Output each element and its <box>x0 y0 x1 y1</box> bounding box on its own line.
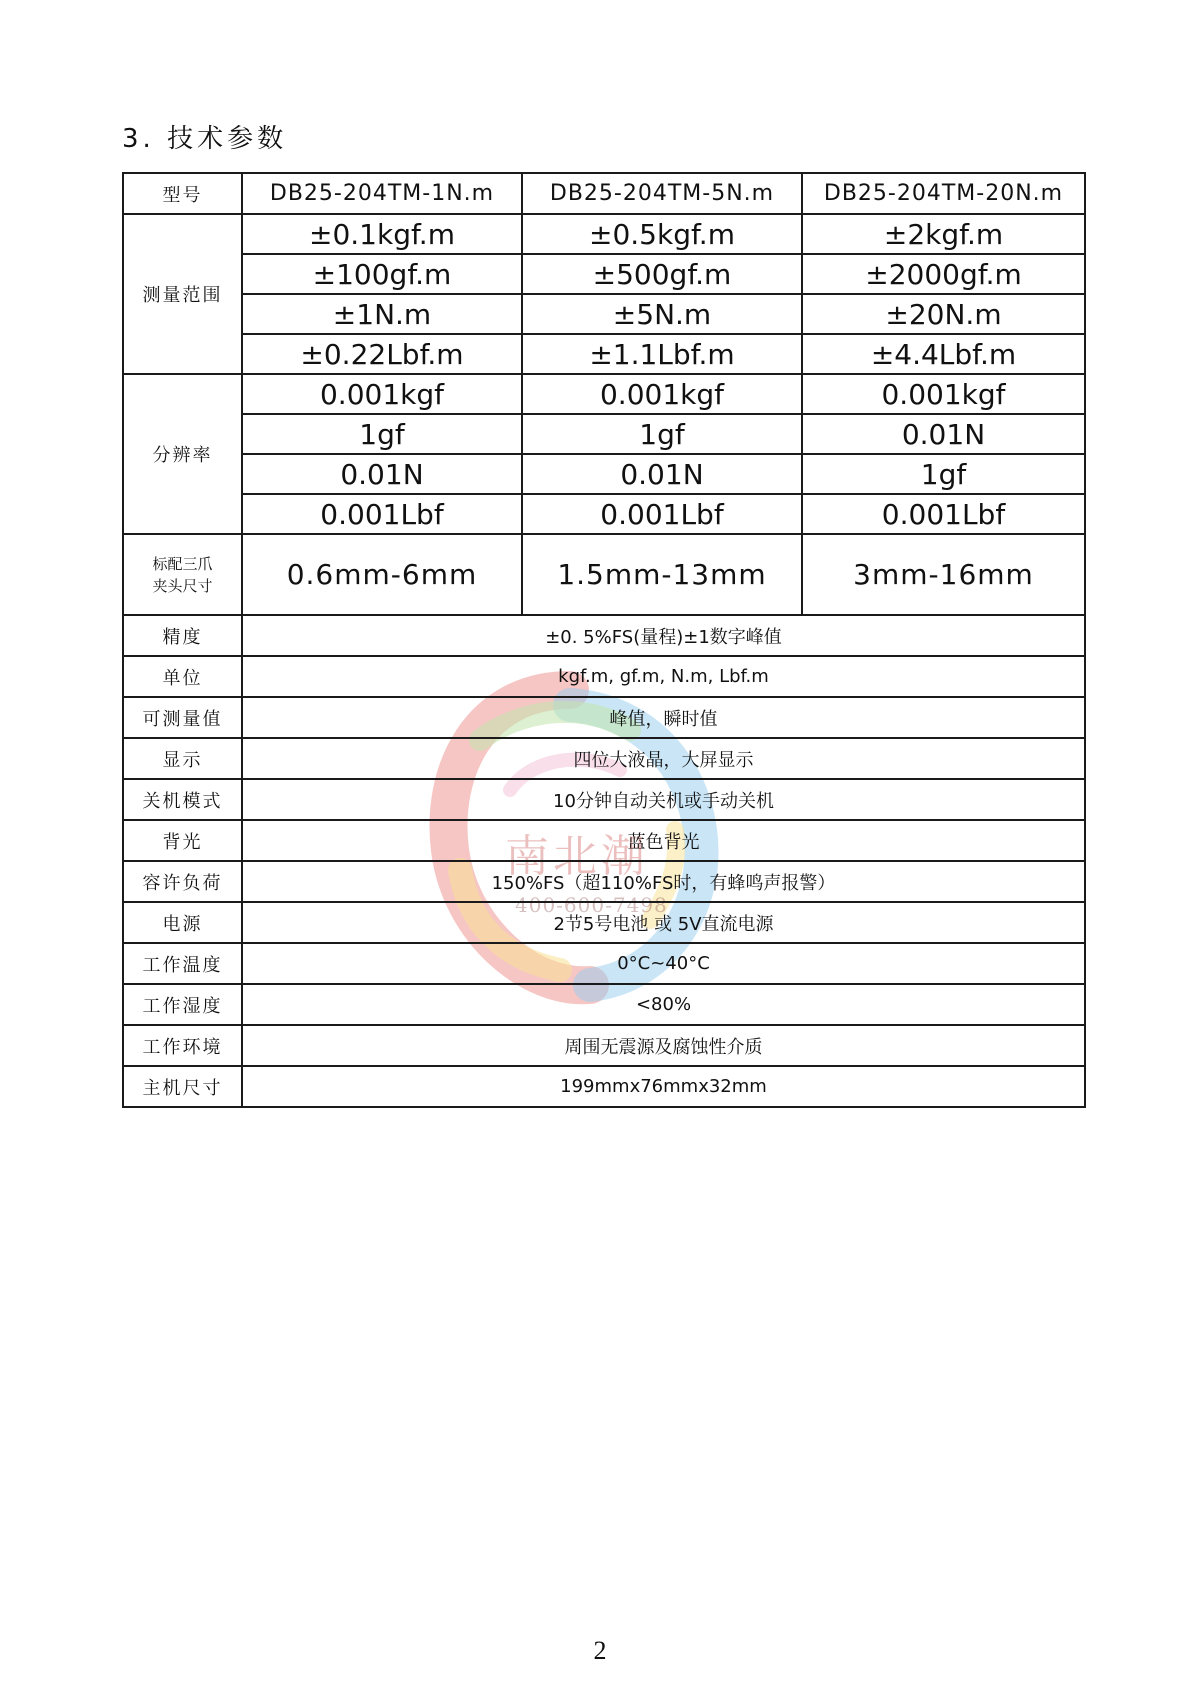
table-row <box>123 943 1085 984</box>
range-cell: ±1N.m <box>242 294 522 334</box>
table-row <box>123 294 1085 334</box>
spec-value: 10分钟自动关机或手动关机 <box>242 779 1085 820</box>
table-row <box>123 1025 1085 1066</box>
spec-value: 蓝色背光 <box>242 820 1085 861</box>
resolution-cell: 0.01N <box>522 454 802 494</box>
table-row <box>123 334 1085 374</box>
resolution-label: 分辨率 <box>123 374 242 534</box>
spec-value: <80% <box>242 984 1085 1025</box>
spec-label: 工作环境 <box>123 1025 242 1066</box>
spec-value: 150%FS（超110%FS时，有蜂鸣声报警） <box>242 861 1085 902</box>
spec-label: 容许负荷 <box>123 861 242 902</box>
spec-value: ±0. 5%FS(量程)±1数字峰值 <box>242 615 1085 656</box>
table-row <box>123 902 1085 943</box>
table-row <box>123 254 1085 294</box>
spec-value: 峰值，瞬时值 <box>242 697 1085 738</box>
table-row <box>123 534 1085 615</box>
resolution-cell: 1gf <box>802 454 1085 494</box>
table-row <box>123 454 1085 494</box>
resolution-cell: 0.001Lbf <box>522 494 802 534</box>
spec-value: 四位大液晶，大屏显示 <box>242 738 1085 779</box>
range-cell: ±0.22Lbf.m <box>242 334 522 374</box>
range-cell: ±500gf.m <box>522 254 802 294</box>
table-row <box>123 656 1085 697</box>
resolution-cell: 0.001Lbf <box>242 494 522 534</box>
spec-table <box>122 172 1086 1108</box>
range-cell: ±2000gf.m <box>802 254 1085 294</box>
range-cell: ±0.5kgf.m <box>522 214 802 254</box>
resolution-cell: 1gf <box>522 414 802 454</box>
watermark-text: 南北潮 <box>505 831 649 882</box>
model-label: 型号 <box>123 173 242 214</box>
model-cell: DB25-204TM-20N.m <box>802 173 1085 214</box>
resolution-cell: 0.001kgf <box>802 374 1085 414</box>
spec-value: 周围无震源及腐蚀性介质 <box>242 1025 1085 1066</box>
page-number: 2 <box>593 1636 607 1665</box>
table-row <box>123 697 1085 738</box>
range-cell: ±5N.m <box>522 294 802 334</box>
range-cell: ±2kgf.m <box>802 214 1085 254</box>
jaw-size-cell: 0.6mm-6mm <box>242 534 522 615</box>
table-row <box>123 615 1085 656</box>
jaw-size-cell: 1.5mm-13mm <box>522 534 802 615</box>
jaw-size-cell: 3mm-16mm <box>802 534 1085 615</box>
range-cell: ±4.4Lbf.m <box>802 334 1085 374</box>
range-cell: ±0.1kgf.m <box>242 214 522 254</box>
model-cell: DB25-204TM-5N.m <box>522 173 802 214</box>
range-label: 测量范围 <box>123 214 242 374</box>
resolution-cell: 1gf <box>242 414 522 454</box>
spec-label: 关机模式 <box>123 779 242 820</box>
resolution-cell: 0.001kgf <box>242 374 522 414</box>
spec-label: 精度 <box>123 615 242 656</box>
table-row <box>123 214 1085 254</box>
spec-value: 0°C~40°C <box>242 943 1085 984</box>
resolution-cell: 0.01N <box>802 414 1085 454</box>
spec-label: 工作湿度 <box>123 984 242 1025</box>
jaw-size-label <box>123 534 242 615</box>
resolution-cell: 0.01N <box>242 454 522 494</box>
spec-value: 2节5号电池 或 5V直流电源 <box>242 902 1085 943</box>
jaw-label-line1: 标配三爪 <box>152 554 213 573</box>
range-cell: ±20N.m <box>802 294 1085 334</box>
table-row <box>123 1066 1085 1107</box>
jaw-label-line2: 夹头尺寸 <box>152 576 213 595</box>
table-row <box>123 738 1085 779</box>
range-cell: ±100gf.m <box>242 254 522 294</box>
model-cell: DB25-204TM-1N.m <box>242 173 522 214</box>
table-row <box>123 494 1085 534</box>
spec-value: 199mmx76mmx32mm <box>242 1066 1085 1107</box>
table-row <box>123 984 1085 1025</box>
table-row <box>123 820 1085 861</box>
section-title: 3. 技术参数 <box>122 124 288 154</box>
watermark-phone: 400-600-7498 <box>515 893 668 917</box>
spec-label: 背光 <box>123 820 242 861</box>
range-cell: ±1.1Lbf.m <box>522 334 802 374</box>
spec-label: 电源 <box>123 902 242 943</box>
table-row <box>123 861 1085 902</box>
table-header-row <box>123 173 1085 214</box>
table-row <box>123 414 1085 454</box>
spec-label: 可测量值 <box>123 697 242 738</box>
resolution-cell: 0.001Lbf <box>802 494 1085 534</box>
spec-label: 工作温度 <box>123 943 242 984</box>
table-row <box>123 779 1085 820</box>
spec-label: 主机尺寸 <box>123 1066 242 1107</box>
spec-value: kgf.m, gf.m, N.m, Lbf.m <box>242 656 1085 697</box>
resolution-cell: 0.001kgf <box>522 374 802 414</box>
spec-label: 显示 <box>123 738 242 779</box>
spec-label: 单位 <box>123 656 242 697</box>
table-row <box>123 374 1085 414</box>
